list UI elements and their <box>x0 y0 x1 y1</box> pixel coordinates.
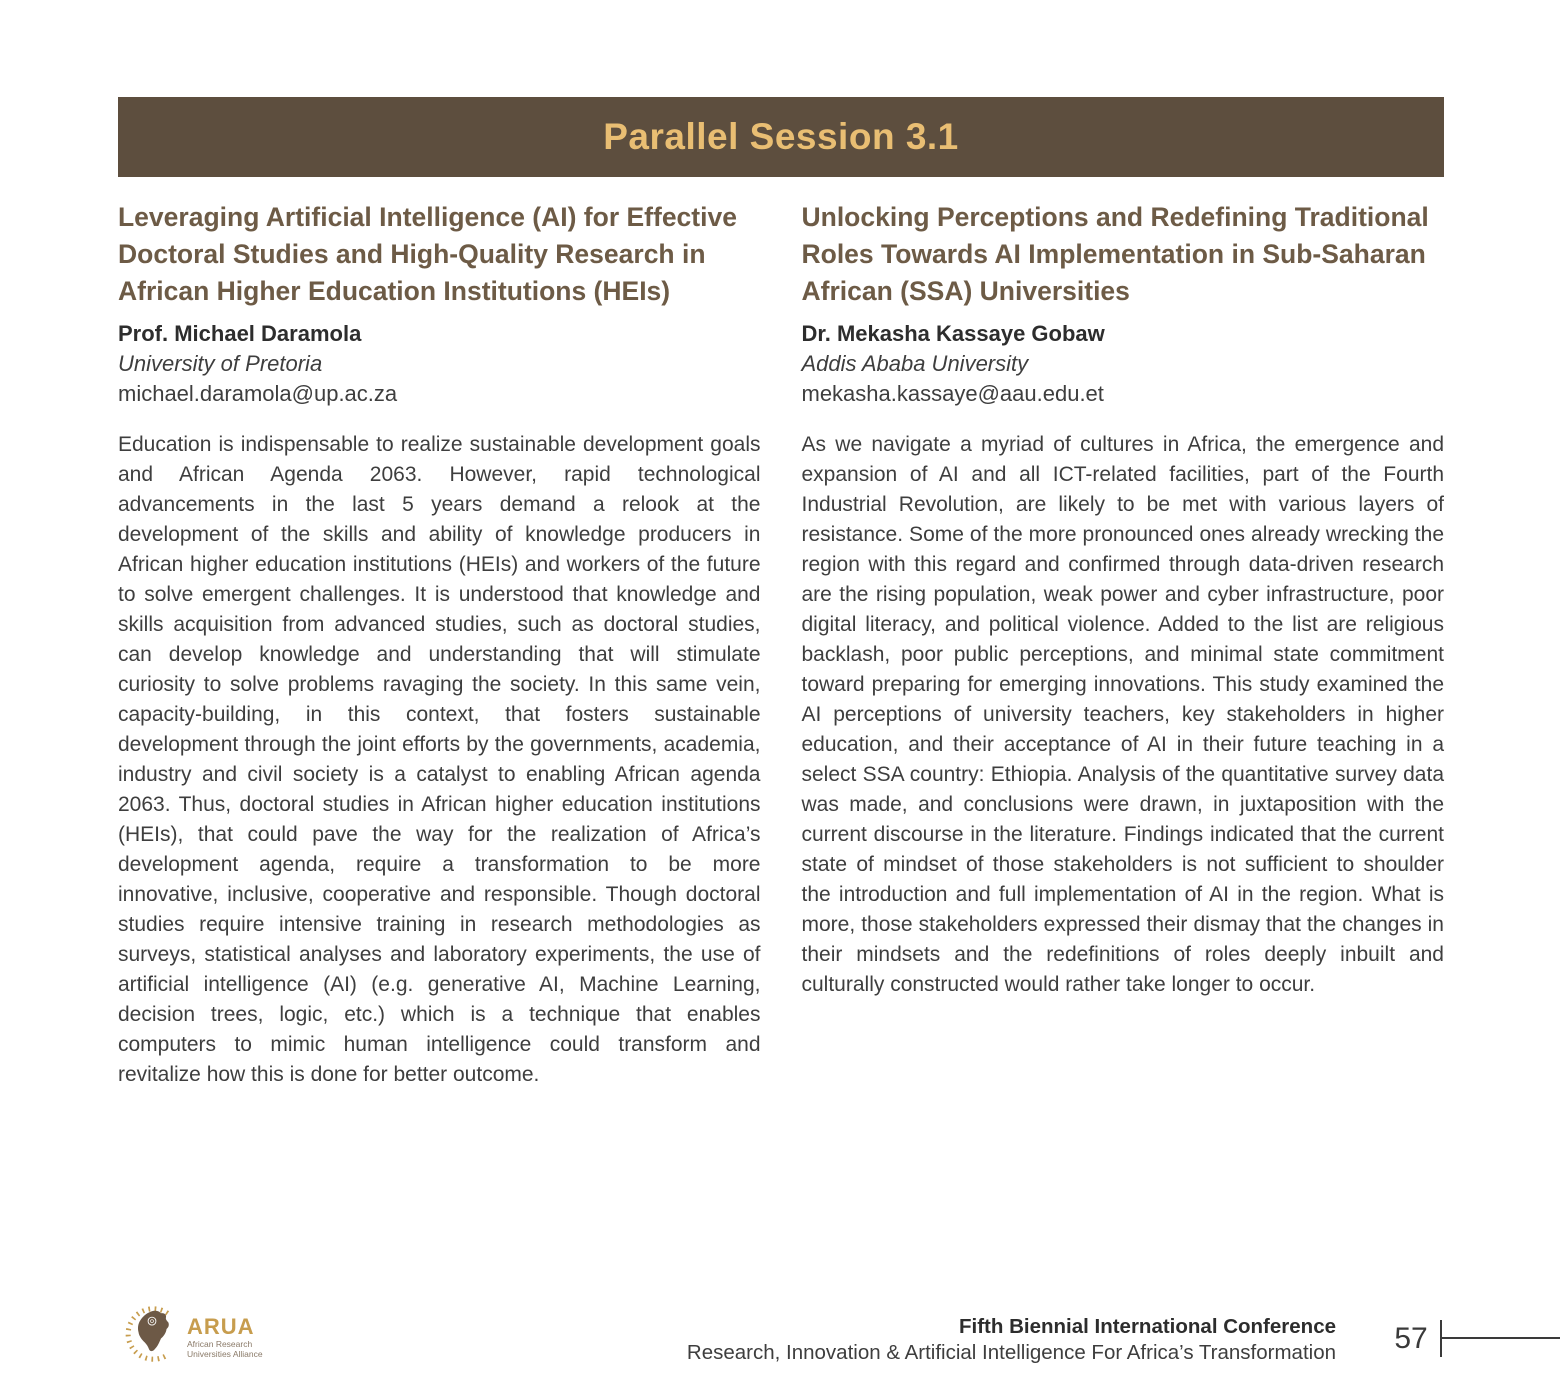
abstract-body: As we navigate a myriad of cultures in Africa, the emergence and expansion of AI and all ICT-related facilities, part of the Fourth Industrial Revolution, are likely to be met with various layers of resistance. Some of the more pronounced ones already wrecking the region with this regard and confirmed through data-driven research are the rising population, weak power and cyber infrastructure, poor digital literacy, and political violence. Added to the list are religious backlash, poor public perceptions, and minimal state commitment toward preparing for emerging innovations. This study examined the AI perceptions of university teachers, key stakeholders in higher education, and their acceptance of AI in their future teaching in a select SSA country: Ethiopia. Analysis of the quantitative survey data was made, and conclusions were drawn, in juxtaposition with the current discourse in the literature. Findings indicated that the current state of mindset of those stakeholders is not sufficient to shoulder the introduction and full implementation of AI in the region. What is more, those stakeholders expressed their dismay that the changes in their mindsets and the redefinitions of roles deeply inbuilt and culturally constructed would rather take longer to occur. <box>801 433 1444 996</box>
abstract-columns <box>118 199 1444 1090</box>
abstract-title: Leveraging Artificial Intelligence (AI) for Effective Doctoral Studies and High-Quality Research in African Higher Education Institutions (HEIs) <box>118 202 737 306</box>
session-banner <box>118 97 1444 177</box>
abstract-email: mekasha.kassaye@aau.edu.et <box>801 381 1104 406</box>
abstract-right <box>802 199 1445 1090</box>
page-number-rule-line <box>1441 1337 1560 1339</box>
abstract-email: michael.daramola@up.ac.za <box>118 381 398 406</box>
conference-subtitle: Research, Innovation & Artificial Intelligence For Africa’s Transformation <box>686 1341 1336 1364</box>
abstract-affiliation: Addis Ababa University <box>801 351 1029 376</box>
abstract-title: Unlocking Perceptions and Redefining Traditional Roles Towards AI Implementation in Sub-Saharan African (SSA) Universities <box>801 202 1429 306</box>
page-number: 57 <box>1394 1322 1428 1355</box>
session-banner-title: Parallel Session 3.1 <box>603 116 959 157</box>
footer-conference-info <box>687 1314 1336 1366</box>
arua-logo <box>124 1306 263 1367</box>
abstract-affiliation: University of Pretoria <box>118 351 323 376</box>
arua-logo-text <box>187 1315 263 1359</box>
abstract-left <box>118 199 761 1090</box>
arua-wordmark: ARUA <box>187 1313 255 1339</box>
abstract-body: Education is indispensable to realize sustainable development goals and African Agenda 2063. However, rapid technological advancements in the last 5 years demand a relook at the development of the skills and ability of knowledge producers in African higher education institutions (HEIs) and workers of the future to solve emergent challenges. It is understood that knowledge and skills acquisition from advanced studies, such as doctoral studies, can develop knowledge and understanding that will stimulate curiosity to solve problems ravaging the society. In this same vein, capacity-building, in this context, that fosters sustainable development through the joint efforts by the governments, academia, industry and civil society is a catalyst to enabling African agenda 2063. Thus, doctoral studies in African higher education institutions (HEIs), that could pave the way for the realization of Africa’s development agenda, require a transformation to be more innovative, inclusive, cooperative and responsible. Though doctoral studies require intensive training in research methodologies as surveys, statistical analyses and laboratory experiments, the use of artificial intelligence (AI) (e.g. generative AI, Machine Learning, decision trees, logic, etc.) which is a technique that enables computers to mimic human intelligence could transform and revitalize how this is done for better outcome. <box>118 433 761 1086</box>
arua-subtitle-line2: Universities Alliance <box>187 1348 263 1359</box>
abstract-author: Dr. Mekasha Kassaye Gobaw <box>801 321 1105 346</box>
abstract-author: Prof. Michael Daramola <box>118 321 362 346</box>
conference-title: Fifth Biennial International Conference <box>958 1315 1336 1338</box>
arua-logo-icon <box>124 1306 180 1367</box>
arua-subtitle-line1: African Research <box>187 1338 253 1349</box>
